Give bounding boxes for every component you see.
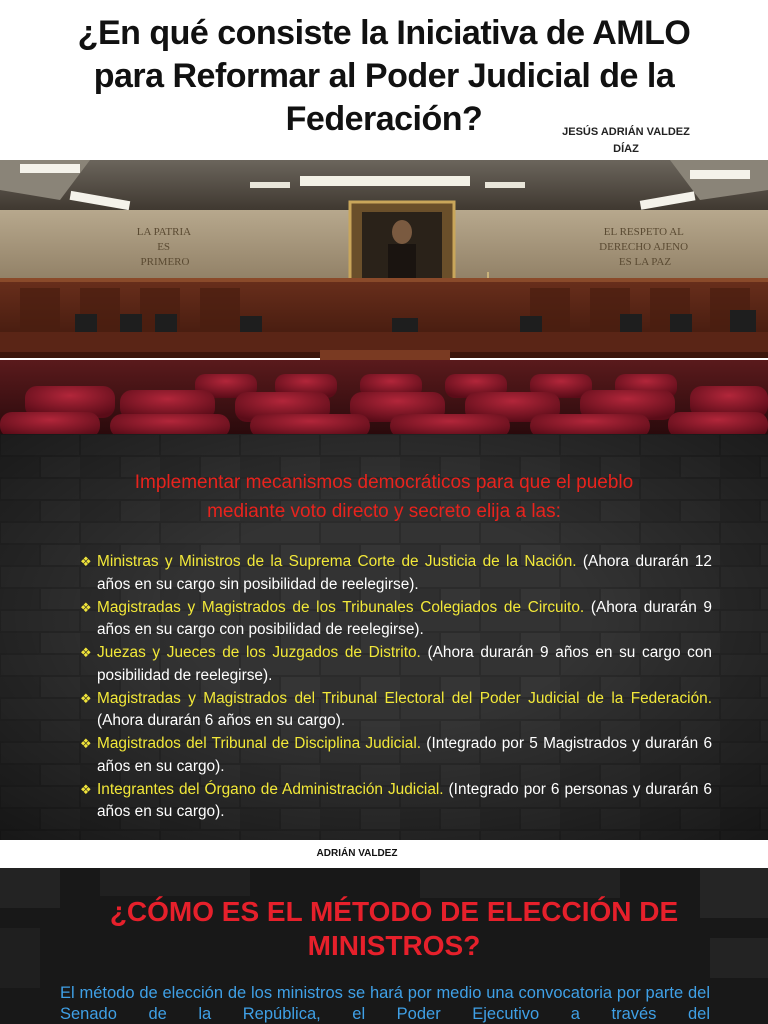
mechanisms-heading bbox=[40, 468, 728, 526]
title-line: para Reformar al Poder Judicial de la bbox=[93, 57, 675, 95]
list-item bbox=[80, 597, 712, 642]
item-highlight: Juezas y Jueces de los Juzgados de Distrito. bbox=[97, 644, 421, 661]
diamond-bullet-icon: ❖ bbox=[80, 599, 92, 615]
wall-text-right: EL RESPETO AL DERECHO AJENO ES LA PAZ bbox=[599, 226, 689, 268]
author-name bbox=[536, 124, 716, 158]
list-item bbox=[80, 642, 712, 687]
item-highlight: Magistradas y Magistrados del Tribunal Electoral del Poder Judicial de la Federación. bbox=[97, 689, 712, 707]
elected-positions-list bbox=[80, 551, 712, 824]
heading-line: MINISTROS? bbox=[307, 930, 481, 961]
diamond-bullet-icon: ❖ bbox=[80, 645, 92, 660]
heading-line: mediante voto directo y secreto elija a las: bbox=[207, 501, 561, 522]
item-detail: (Ahora durarán 6 años en su cargo). bbox=[97, 712, 346, 729]
item-detail: (Ahora durarán 9 años en su cargo con posibilidad de reelegirse). bbox=[97, 644, 712, 684]
list-item bbox=[80, 551, 712, 596]
slide-election-method bbox=[0, 868, 768, 1024]
item-highlight: Magistrados del Tribunal de Disciplina Judicial. bbox=[97, 735, 422, 752]
author-footer-text: ADRIÁN VALDEZ bbox=[316, 848, 398, 859]
item-highlight: Magistradas y Magistrados de los Tribunales Colegiados de Circuito. bbox=[97, 598, 585, 616]
author-line: JESÚS ADRIÁN VALDEZ bbox=[562, 126, 690, 138]
wall-text-left: LA PATRIA ES PRIMERO bbox=[136, 226, 191, 268]
election-method-body: El método de elección de los ministros se hará por medio una convocatoria por parte del Senado de la República, el Poder Ejecutivo a través del bbox=[60, 984, 710, 1023]
item-highlight: Integrantes del Órgano de Administración Judicial. bbox=[97, 780, 444, 798]
item-highlight: Ministras y Ministros de la Suprema Corte de Justicia de la Nación. bbox=[97, 553, 577, 570]
slide-title bbox=[0, 12, 768, 141]
list-item bbox=[80, 733, 712, 778]
title-line: Federación? bbox=[285, 100, 483, 138]
list-item bbox=[80, 779, 712, 824]
diamond-bullet-icon: ❖ bbox=[80, 554, 92, 569]
diamond-bullet-icon: ❖ bbox=[80, 736, 92, 751]
author-line: DÍAZ bbox=[613, 143, 639, 155]
title-line: ¿En qué consiste la Iniciativa de AMLO bbox=[77, 14, 691, 52]
slide-intro bbox=[0, 0, 768, 434]
item-detail: (Ahora durarán 12 años en su cargo sin posibilidad de reelegirse). bbox=[97, 553, 712, 593]
election-method-heading bbox=[60, 895, 728, 963]
item-detail: (Integrado por 6 personas y durarán 6 años en su cargo). bbox=[97, 780, 712, 820]
item-detail: (Integrado por 5 Magistrados y durarán 6 años en su cargo). bbox=[97, 735, 713, 775]
item-detail: (Ahora durarán 9 años en su cargo con posibilidad de reelegirse). bbox=[97, 598, 712, 638]
list-item bbox=[80, 688, 712, 733]
diamond-bullet-icon: ❖ bbox=[80, 781, 92, 797]
heading-line: Implementar mecanismos democráticos para que el pueblo bbox=[134, 472, 634, 493]
courtroom-photo bbox=[0, 160, 768, 434]
heading-line: ¿CÓMO ES EL MÉTODO DE ELECCIÓN DE bbox=[109, 896, 679, 927]
author-footer bbox=[0, 848, 768, 859]
diamond-bullet-icon: ❖ bbox=[80, 690, 92, 706]
slide-mechanisms bbox=[0, 434, 768, 840]
